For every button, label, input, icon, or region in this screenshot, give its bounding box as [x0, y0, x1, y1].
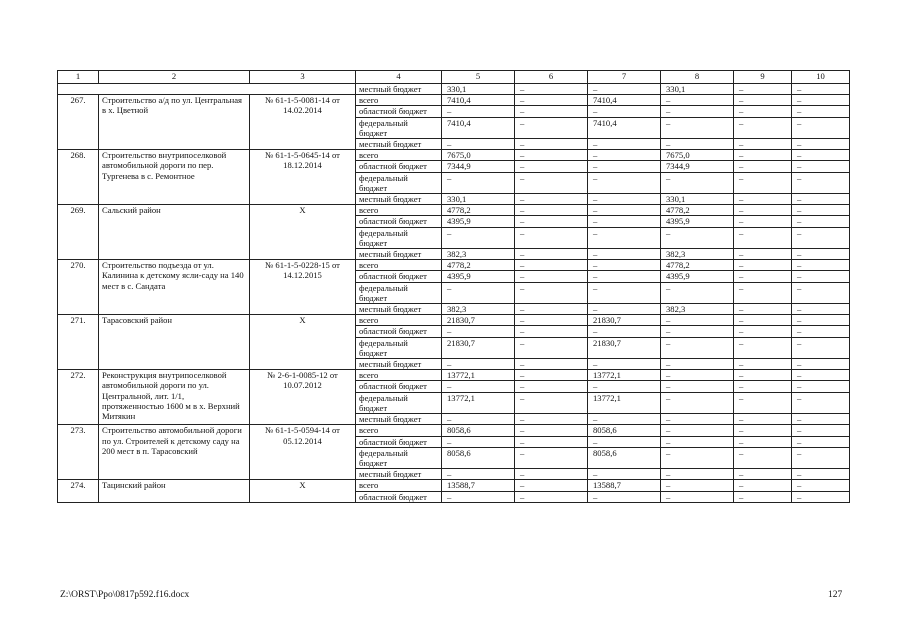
value-cell: –	[515, 260, 588, 271]
value-cell: 382,3	[661, 304, 734, 315]
value-cell: –	[792, 205, 850, 216]
value-cell: –	[661, 447, 734, 468]
value-cell: –	[661, 95, 734, 106]
budget-type-cell: областной бюджет	[356, 326, 442, 337]
value-cell: 4395,9	[661, 216, 734, 227]
value-cell: –	[792, 282, 850, 303]
object-name-cell: Тарасовский район	[99, 315, 250, 370]
value-cell: –	[734, 95, 792, 106]
value-cell: –	[515, 282, 588, 303]
value-cell: –	[734, 139, 792, 150]
value-cell: –	[792, 469, 850, 480]
value-cell: 382,3	[661, 249, 734, 260]
value-cell: –	[442, 326, 515, 337]
budget-type-cell: федеральный бюджет	[356, 227, 442, 248]
column-header-4: 4	[356, 71, 442, 84]
value-cell: –	[515, 436, 588, 447]
value-cell: 4778,2	[442, 205, 515, 216]
value-cell: 4778,2	[661, 260, 734, 271]
table-row	[58, 425, 850, 436]
budget-type-cell: федеральный бюджет	[356, 172, 442, 193]
value-cell: –	[661, 315, 734, 326]
value-cell: –	[792, 161, 850, 172]
value-cell: –	[792, 359, 850, 370]
value-cell: –	[442, 172, 515, 193]
value-cell: –	[792, 106, 850, 117]
table-row	[58, 370, 850, 381]
column-header-2: 2	[99, 71, 250, 84]
value-cell: 330,1	[442, 84, 515, 95]
column-header-6: 6	[515, 71, 588, 84]
value-cell: –	[792, 337, 850, 358]
value-cell: –	[515, 161, 588, 172]
value-cell: –	[734, 392, 792, 413]
value-cell: 13772,1	[588, 370, 661, 381]
budget-type-cell: местный бюджет	[356, 304, 442, 315]
value-cell: –	[661, 326, 734, 337]
value-cell: 13588,7	[442, 480, 515, 491]
row-number-cell: 267.	[58, 95, 99, 150]
value-cell: –	[661, 491, 734, 502]
value-cell: –	[588, 139, 661, 150]
value-cell: –	[661, 282, 734, 303]
value-cell: –	[734, 106, 792, 117]
value-cell: –	[734, 271, 792, 282]
budget-type-cell: всего	[356, 95, 442, 106]
budget-type-cell: всего	[356, 205, 442, 216]
value-cell: 21830,7	[588, 337, 661, 358]
column-header-7: 7	[588, 71, 661, 84]
value-cell: –	[734, 491, 792, 502]
column-header-1: 1	[58, 71, 99, 84]
budget-type-cell: областной бюджет	[356, 216, 442, 227]
value-cell: –	[515, 139, 588, 150]
value-cell: –	[792, 260, 850, 271]
value-cell: –	[588, 150, 661, 161]
value-cell: 7410,4	[442, 117, 515, 138]
table-row	[58, 150, 850, 161]
value-cell: 13588,7	[588, 480, 661, 491]
continuation-blank-cell	[58, 84, 356, 95]
value-cell: –	[588, 260, 661, 271]
document-number-cell: № 61-1-5-0081-14 от 14.02.2014	[250, 95, 356, 150]
value-cell: –	[792, 381, 850, 392]
value-cell: –	[792, 326, 850, 337]
budget-type-cell: областной бюджет	[356, 271, 442, 282]
value-cell: 4778,2	[442, 260, 515, 271]
value-cell: 7410,4	[442, 95, 515, 106]
value-cell: 13772,1	[588, 392, 661, 413]
value-cell: –	[588, 194, 661, 205]
budget-type-cell: всего	[356, 260, 442, 271]
value-cell: –	[515, 304, 588, 315]
value-cell: –	[734, 370, 792, 381]
value-cell: 21830,7	[588, 315, 661, 326]
value-cell: –	[792, 447, 850, 468]
value-cell: 4395,9	[661, 271, 734, 282]
budget-type-cell: федеральный бюджет	[356, 282, 442, 303]
value-cell: –	[734, 150, 792, 161]
column-header-3: 3	[250, 71, 356, 84]
value-cell: –	[515, 315, 588, 326]
row-number-cell: 274.	[58, 480, 99, 502]
value-cell: –	[661, 480, 734, 491]
value-cell: 8058,6	[588, 447, 661, 468]
value-cell: –	[515, 414, 588, 425]
value-cell: –	[734, 447, 792, 468]
value-cell: –	[515, 117, 588, 138]
value-cell: –	[515, 205, 588, 216]
document-number-cell: № 61-1-5-0645-14 от 18.12.2014	[250, 150, 356, 205]
value-cell: –	[515, 337, 588, 358]
budget-type-cell: местный бюджет	[356, 469, 442, 480]
value-cell: –	[661, 359, 734, 370]
value-cell: –	[734, 249, 792, 260]
value-cell: 7344,9	[661, 161, 734, 172]
value-cell: 13772,1	[442, 392, 515, 413]
value-cell: 21830,7	[442, 315, 515, 326]
budget-type-cell: местный бюджет	[356, 414, 442, 425]
value-cell: –	[442, 139, 515, 150]
budget-type-cell: местный бюджет	[356, 139, 442, 150]
budget-type-cell: федеральный бюджет	[356, 117, 442, 138]
value-cell: –	[588, 282, 661, 303]
table-row	[58, 260, 850, 271]
value-cell: –	[734, 117, 792, 138]
value-cell: –	[515, 249, 588, 260]
object-name-cell: Реконструкция внутрипоселковой автомобильной дороги по ул. Центральной, лит. 1/1, протяженностью 1600 м в х. Верхний Митякин	[99, 370, 250, 425]
value-cell: –	[588, 381, 661, 392]
value-cell: –	[442, 491, 515, 502]
budget-type-cell: федеральный бюджет	[356, 337, 442, 358]
value-cell: –	[792, 84, 850, 95]
value-cell: 8058,6	[588, 425, 661, 436]
value-cell: –	[734, 84, 792, 95]
value-cell: –	[442, 282, 515, 303]
value-cell: –	[588, 106, 661, 117]
value-cell: 7410,4	[588, 95, 661, 106]
value-cell: 330,1	[442, 194, 515, 205]
value-cell: –	[661, 469, 734, 480]
column-header-9: 9	[734, 71, 792, 84]
value-cell: 13772,1	[442, 370, 515, 381]
budget-type-cell: областной бюджет	[356, 491, 442, 502]
value-cell: –	[734, 359, 792, 370]
table-row	[58, 84, 850, 95]
table-row	[58, 95, 850, 106]
value-cell: –	[734, 194, 792, 205]
value-cell: –	[515, 359, 588, 370]
document-number-cell: № 61-1-5-0228-15 от 14.12.2015	[250, 260, 356, 315]
value-cell: –	[515, 381, 588, 392]
value-cell: –	[734, 436, 792, 447]
value-cell: –	[792, 436, 850, 447]
value-cell: –	[792, 194, 850, 205]
value-cell: –	[734, 161, 792, 172]
value-cell: –	[734, 205, 792, 216]
budget-type-cell: всего	[356, 150, 442, 161]
value-cell: –	[515, 172, 588, 193]
value-cell: –	[734, 469, 792, 480]
value-cell: –	[515, 271, 588, 282]
budget-type-cell: местный бюджет	[356, 359, 442, 370]
budget-type-cell: местный бюджет	[356, 194, 442, 205]
budget-type-cell: местный бюджет	[356, 249, 442, 260]
value-cell: –	[515, 491, 588, 502]
value-cell: 7344,9	[442, 161, 515, 172]
object-name-cell: Строительство подъезда от ул. Калинина к детскому ясли-саду на 140 мест в с. Сандата	[99, 260, 250, 315]
value-cell: –	[515, 480, 588, 491]
value-cell: –	[515, 106, 588, 117]
value-cell: –	[588, 227, 661, 248]
value-cell: –	[515, 216, 588, 227]
value-cell: –	[588, 84, 661, 95]
value-cell: –	[792, 370, 850, 381]
value-cell: –	[661, 337, 734, 358]
value-cell: –	[515, 469, 588, 480]
value-cell: –	[588, 172, 661, 193]
value-cell: –	[588, 326, 661, 337]
value-cell: –	[442, 436, 515, 447]
budget-type-cell: всего	[356, 315, 442, 326]
value-cell: –	[442, 381, 515, 392]
value-cell: –	[515, 392, 588, 413]
value-cell: –	[734, 337, 792, 358]
value-cell: –	[661, 436, 734, 447]
budget-type-cell: федеральный бюджет	[356, 447, 442, 468]
column-header-5: 5	[442, 71, 515, 84]
object-name-cell: Строительство внутрипоселковой автомобильной дороги по пер. Тургенева в с. Ремонтное	[99, 150, 250, 205]
value-cell: –	[442, 106, 515, 117]
value-cell: –	[588, 216, 661, 227]
value-cell: –	[792, 491, 850, 502]
value-cell: –	[792, 172, 850, 193]
value-cell: –	[588, 414, 661, 425]
value-cell: 8058,6	[442, 425, 515, 436]
value-cell: –	[661, 139, 734, 150]
value-cell: –	[792, 304, 850, 315]
document-number-cell: Х	[250, 480, 356, 502]
value-cell: –	[734, 480, 792, 491]
document-number-cell: Х	[250, 205, 356, 260]
value-cell: –	[661, 392, 734, 413]
value-cell: –	[734, 315, 792, 326]
value-cell: –	[588, 491, 661, 502]
value-cell: 21830,7	[442, 337, 515, 358]
value-cell: –	[734, 304, 792, 315]
value-cell: –	[734, 227, 792, 248]
row-number-cell: 270.	[58, 260, 99, 315]
object-name-cell: Сальский район	[99, 205, 250, 260]
footer-file-path: Z:\ORST\Ppo\0817p592.f16.docx	[60, 590, 190, 600]
document-number-cell: Х	[250, 315, 356, 370]
budget-table	[57, 70, 850, 503]
value-cell: –	[588, 161, 661, 172]
value-cell: –	[661, 106, 734, 117]
value-cell: 382,3	[442, 249, 515, 260]
column-header-10: 10	[792, 71, 850, 84]
value-cell: –	[792, 414, 850, 425]
budget-type-cell: областной бюджет	[356, 381, 442, 392]
value-cell: –	[792, 216, 850, 227]
value-cell: –	[515, 425, 588, 436]
value-cell: –	[792, 480, 850, 491]
value-cell: –	[734, 282, 792, 303]
value-cell: 7675,0	[442, 150, 515, 161]
object-name-cell: Строительство а/д по ул. Центральная в х. Цветной	[99, 95, 250, 150]
value-cell: –	[588, 249, 661, 260]
value-cell: –	[792, 150, 850, 161]
row-number-cell: 273.	[58, 425, 99, 480]
budget-type-cell: областной бюджет	[356, 161, 442, 172]
budget-type-cell: всего	[356, 425, 442, 436]
value-cell: –	[734, 326, 792, 337]
value-cell: –	[734, 425, 792, 436]
value-cell: –	[734, 414, 792, 425]
value-cell: –	[588, 469, 661, 480]
value-cell: –	[792, 227, 850, 248]
budget-type-cell: федеральный бюджет	[356, 392, 442, 413]
value-cell: 7675,0	[661, 150, 734, 161]
budget-type-cell: областной бюджет	[356, 106, 442, 117]
row-number-cell: 271.	[58, 315, 99, 370]
object-name-cell: Строительство автомобильной дороги по ул. Строителей к детскому саду на 200 мест в п. Тарасовский	[99, 425, 250, 480]
value-cell: –	[792, 425, 850, 436]
value-cell: –	[515, 150, 588, 161]
value-cell: –	[792, 271, 850, 282]
value-cell: –	[661, 117, 734, 138]
budget-type-cell: всего	[356, 480, 442, 491]
value-cell: –	[792, 139, 850, 150]
budget-type-cell: всего	[356, 370, 442, 381]
value-cell: –	[792, 117, 850, 138]
value-cell: –	[588, 359, 661, 370]
table-header-row	[58, 71, 850, 84]
value-cell: –	[588, 304, 661, 315]
value-cell: –	[588, 436, 661, 447]
object-name-cell: Тацинский район	[99, 480, 250, 502]
value-cell: –	[792, 315, 850, 326]
value-cell: –	[515, 447, 588, 468]
value-cell: –	[442, 469, 515, 480]
table-row	[58, 315, 850, 326]
budget-type-cell: областной бюджет	[356, 436, 442, 447]
value-cell: –	[588, 271, 661, 282]
document-number-cell: № 61-1-5-0594-14 от 05.12.2014	[250, 425, 356, 480]
value-cell: –	[792, 249, 850, 260]
value-cell: 7410,4	[588, 117, 661, 138]
value-cell: –	[661, 227, 734, 248]
row-number-cell: 269.	[58, 205, 99, 260]
value-cell: –	[734, 381, 792, 392]
value-cell: 8058,6	[442, 447, 515, 468]
column-header-8: 8	[661, 71, 734, 84]
value-cell: –	[661, 172, 734, 193]
value-cell: –	[515, 84, 588, 95]
value-cell: –	[442, 359, 515, 370]
value-cell: –	[515, 95, 588, 106]
value-cell: 330,1	[661, 84, 734, 95]
value-cell: –	[515, 227, 588, 248]
page-number: 127	[828, 590, 843, 600]
value-cell: –	[515, 326, 588, 337]
value-cell: –	[661, 425, 734, 436]
value-cell: 382,3	[442, 304, 515, 315]
row-number-cell: 272.	[58, 370, 99, 425]
value-cell: –	[734, 172, 792, 193]
budget-type-cell: местный бюджет	[356, 84, 442, 95]
value-cell: –	[442, 227, 515, 248]
value-cell: –	[734, 216, 792, 227]
value-cell: –	[792, 392, 850, 413]
value-cell: –	[792, 95, 850, 106]
value-cell: 4778,2	[661, 205, 734, 216]
document-number-cell: № 2-6-1-0085-12 от 10.07.2012	[250, 370, 356, 425]
value-cell: –	[442, 414, 515, 425]
table-row	[58, 480, 850, 491]
value-cell: –	[515, 370, 588, 381]
value-cell: 330,1	[661, 194, 734, 205]
value-cell: 4395,9	[442, 216, 515, 227]
value-cell: –	[661, 414, 734, 425]
value-cell: 4395,9	[442, 271, 515, 282]
table-row	[58, 205, 850, 216]
row-number-cell: 268.	[58, 150, 99, 205]
value-cell: –	[734, 260, 792, 271]
value-cell: –	[661, 381, 734, 392]
value-cell: –	[661, 370, 734, 381]
value-cell: –	[588, 205, 661, 216]
value-cell: –	[515, 194, 588, 205]
